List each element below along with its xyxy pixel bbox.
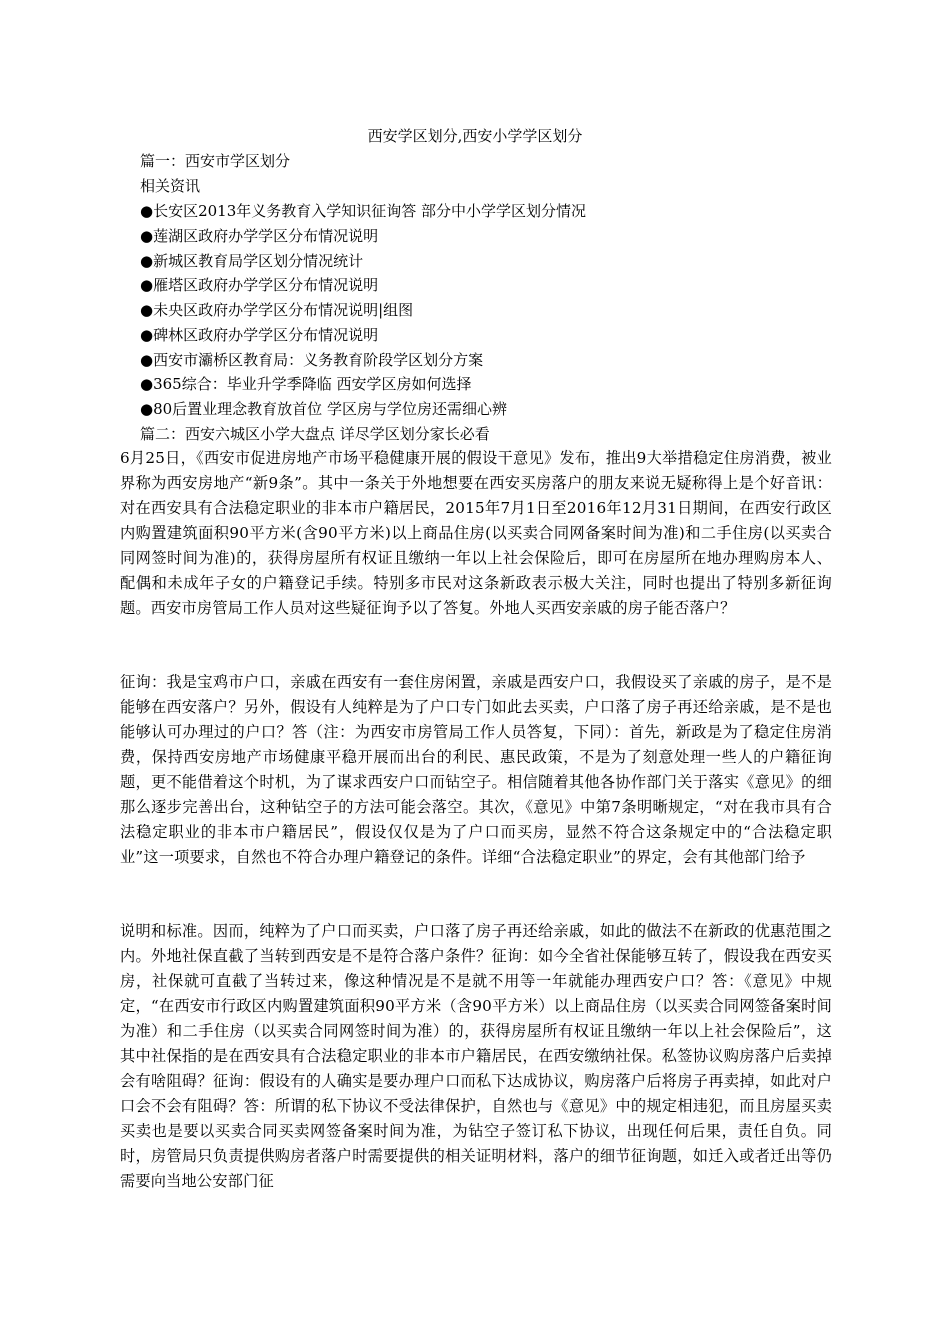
section-2-heading: 篇二：西安六城区小学大盘点 详尽学区划分家长必看 bbox=[140, 425, 490, 443]
document-title: 西安学区划分,西安小学学区划分 bbox=[367, 127, 583, 145]
related-news-item: ●雁塔区政府办学学区分布情况说明 bbox=[140, 276, 379, 294]
related-news-item: ●西安市灞桥区教育局：义务教育阶段学区划分方案 bbox=[140, 351, 484, 369]
related-news-item: ●莲湖区政府办学学区分布情况说明 bbox=[140, 227, 379, 245]
related-news-item: ●碑林区政府办学学区分布情况说明 bbox=[140, 326, 379, 344]
related-news-item: ●365综合：毕业升学季降临 西安学区房如何选择 bbox=[140, 375, 472, 393]
related-news-item: ●未央区政府办学学区分布情况说明|组图 bbox=[140, 301, 414, 319]
related-news-label: 相关资讯 bbox=[140, 177, 201, 195]
body-paragraph: 征询：我是宝鸡市户口，亲戚在西安有一套住房闲置，亲戚是西安户口，我假设买了亲戚的房子，是不是能够在西安落户？另外，假设有人纯粹是为了户口专门如此去买卖，户口落了房子再还给亲戚，是不是也能够认可办理过的户口？答（注：为西安市房管局工作人员答复，下同）：首先，新政是为了稳定住房消费，保持西安房地产市场健康平稳开展而出台的利民、惠民政策，不是为了刻意处理一些人的户籍征询题，更不能借着这个时机，为了谋求西安户口而钻空子。相信随着其他各协作部门关于落实《意见》的细那么逐步完善出台，这种钻空子的方法可能会落空。其次，《意见》中第7条明晰规定，“对在我市具有合法稳定职业的非本市户籍居民”，假设仅仅是为了户口而买房，显然不符合这条规定中的“合法稳定职业”这一项要求，自然也不符合办理户籍登记的条件。详细“合法稳定职业”的界定，会有其他部门给予 bbox=[120, 673, 832, 866]
related-news-item: ●新城区教育局学区划分情况统计 bbox=[140, 252, 364, 270]
body-paragraph: 6月25日，《西安市促进房地产市场平稳健康开展的假设干意见》发布，推出9大举措稳定住房消费，被业界称为西安房地产“新9条”。其中一条关于外地想要在西安买房落户的朋友来说无疑称得上是个好音讯：对在西安具有合法稳定职业的非本市户籍居民，2015年7月1日至2016年12月31日期间，在西安行政区内购置建筑面积90平方米(含90平方米)以上商品住房(以买卖合同网备案时间为准)和二手住房(以买卖合同网签时间为准)的，获得房屋所有权证且缴纳一年以上社会保险后，即可在房屋所在地办理购房本人、配偶和未成年子女的户籍登记手续。特别多市民对这条新政表示极大关注，同时也提出了特别多新征询题。西安市房管局工作人员对这些疑征询予以了答复。外地人买西安亲戚的房子能否落户？ bbox=[120, 449, 833, 617]
section-1-heading: 篇一：西安市学区划分 bbox=[140, 152, 291, 170]
related-news-item: ●80后置业理念教育放首位 学区房与学位房还需细心辨 bbox=[140, 400, 507, 418]
body-paragraph: 说明和标准。因而，纯粹为了户口而买卖，户口落了房子再还给亲戚，如此的做法不在新政的优惠范围之内。外地社保直截了当转到西安是不是符合落户条件？征询：如今全省社保能够互转了，假设我在西安买房，社保就可直截了当转过来，像这种情况是不是就不用等一年就能办理西安户口？答：《意见》中规定，“在西安市行政区内购置建筑面积90平方米（含90平方米）以上商品住房（以买卖合同网签备案时间为准）和二手住房（以买卖合同网签时间为准）的，获得房屋所有权证且缴纳一年以上社会保险后”，这其中社保指的是在西安具有合法稳定职业的非本市户籍居民，在西安缴纳社保。私签协议购房落户后卖掉会有啥阻碍？征询：假设有的人确实是要办理户口而私下达成协议，购房落户后将房子再卖掉，如此对户口会不会有阻碍？答：所谓的私下协议不受法律保护，自然也与《意见》中的规定相违犯，而且房屋买卖买卖也是要以买卖合同买卖网签备案时间为准，为钻空子签订私下协议，出现任何后果，责任自负。同时，房管局只负责提供购房者落户时需要提供的相关证明材料，落户的细节征询题，如迁入或者迁出等仍需要向当地公安部门征 bbox=[120, 922, 832, 1190]
related-news-item: ●长安区2013年义务教育入学知识征询答 部分中小学学区划分情况 bbox=[140, 202, 587, 220]
